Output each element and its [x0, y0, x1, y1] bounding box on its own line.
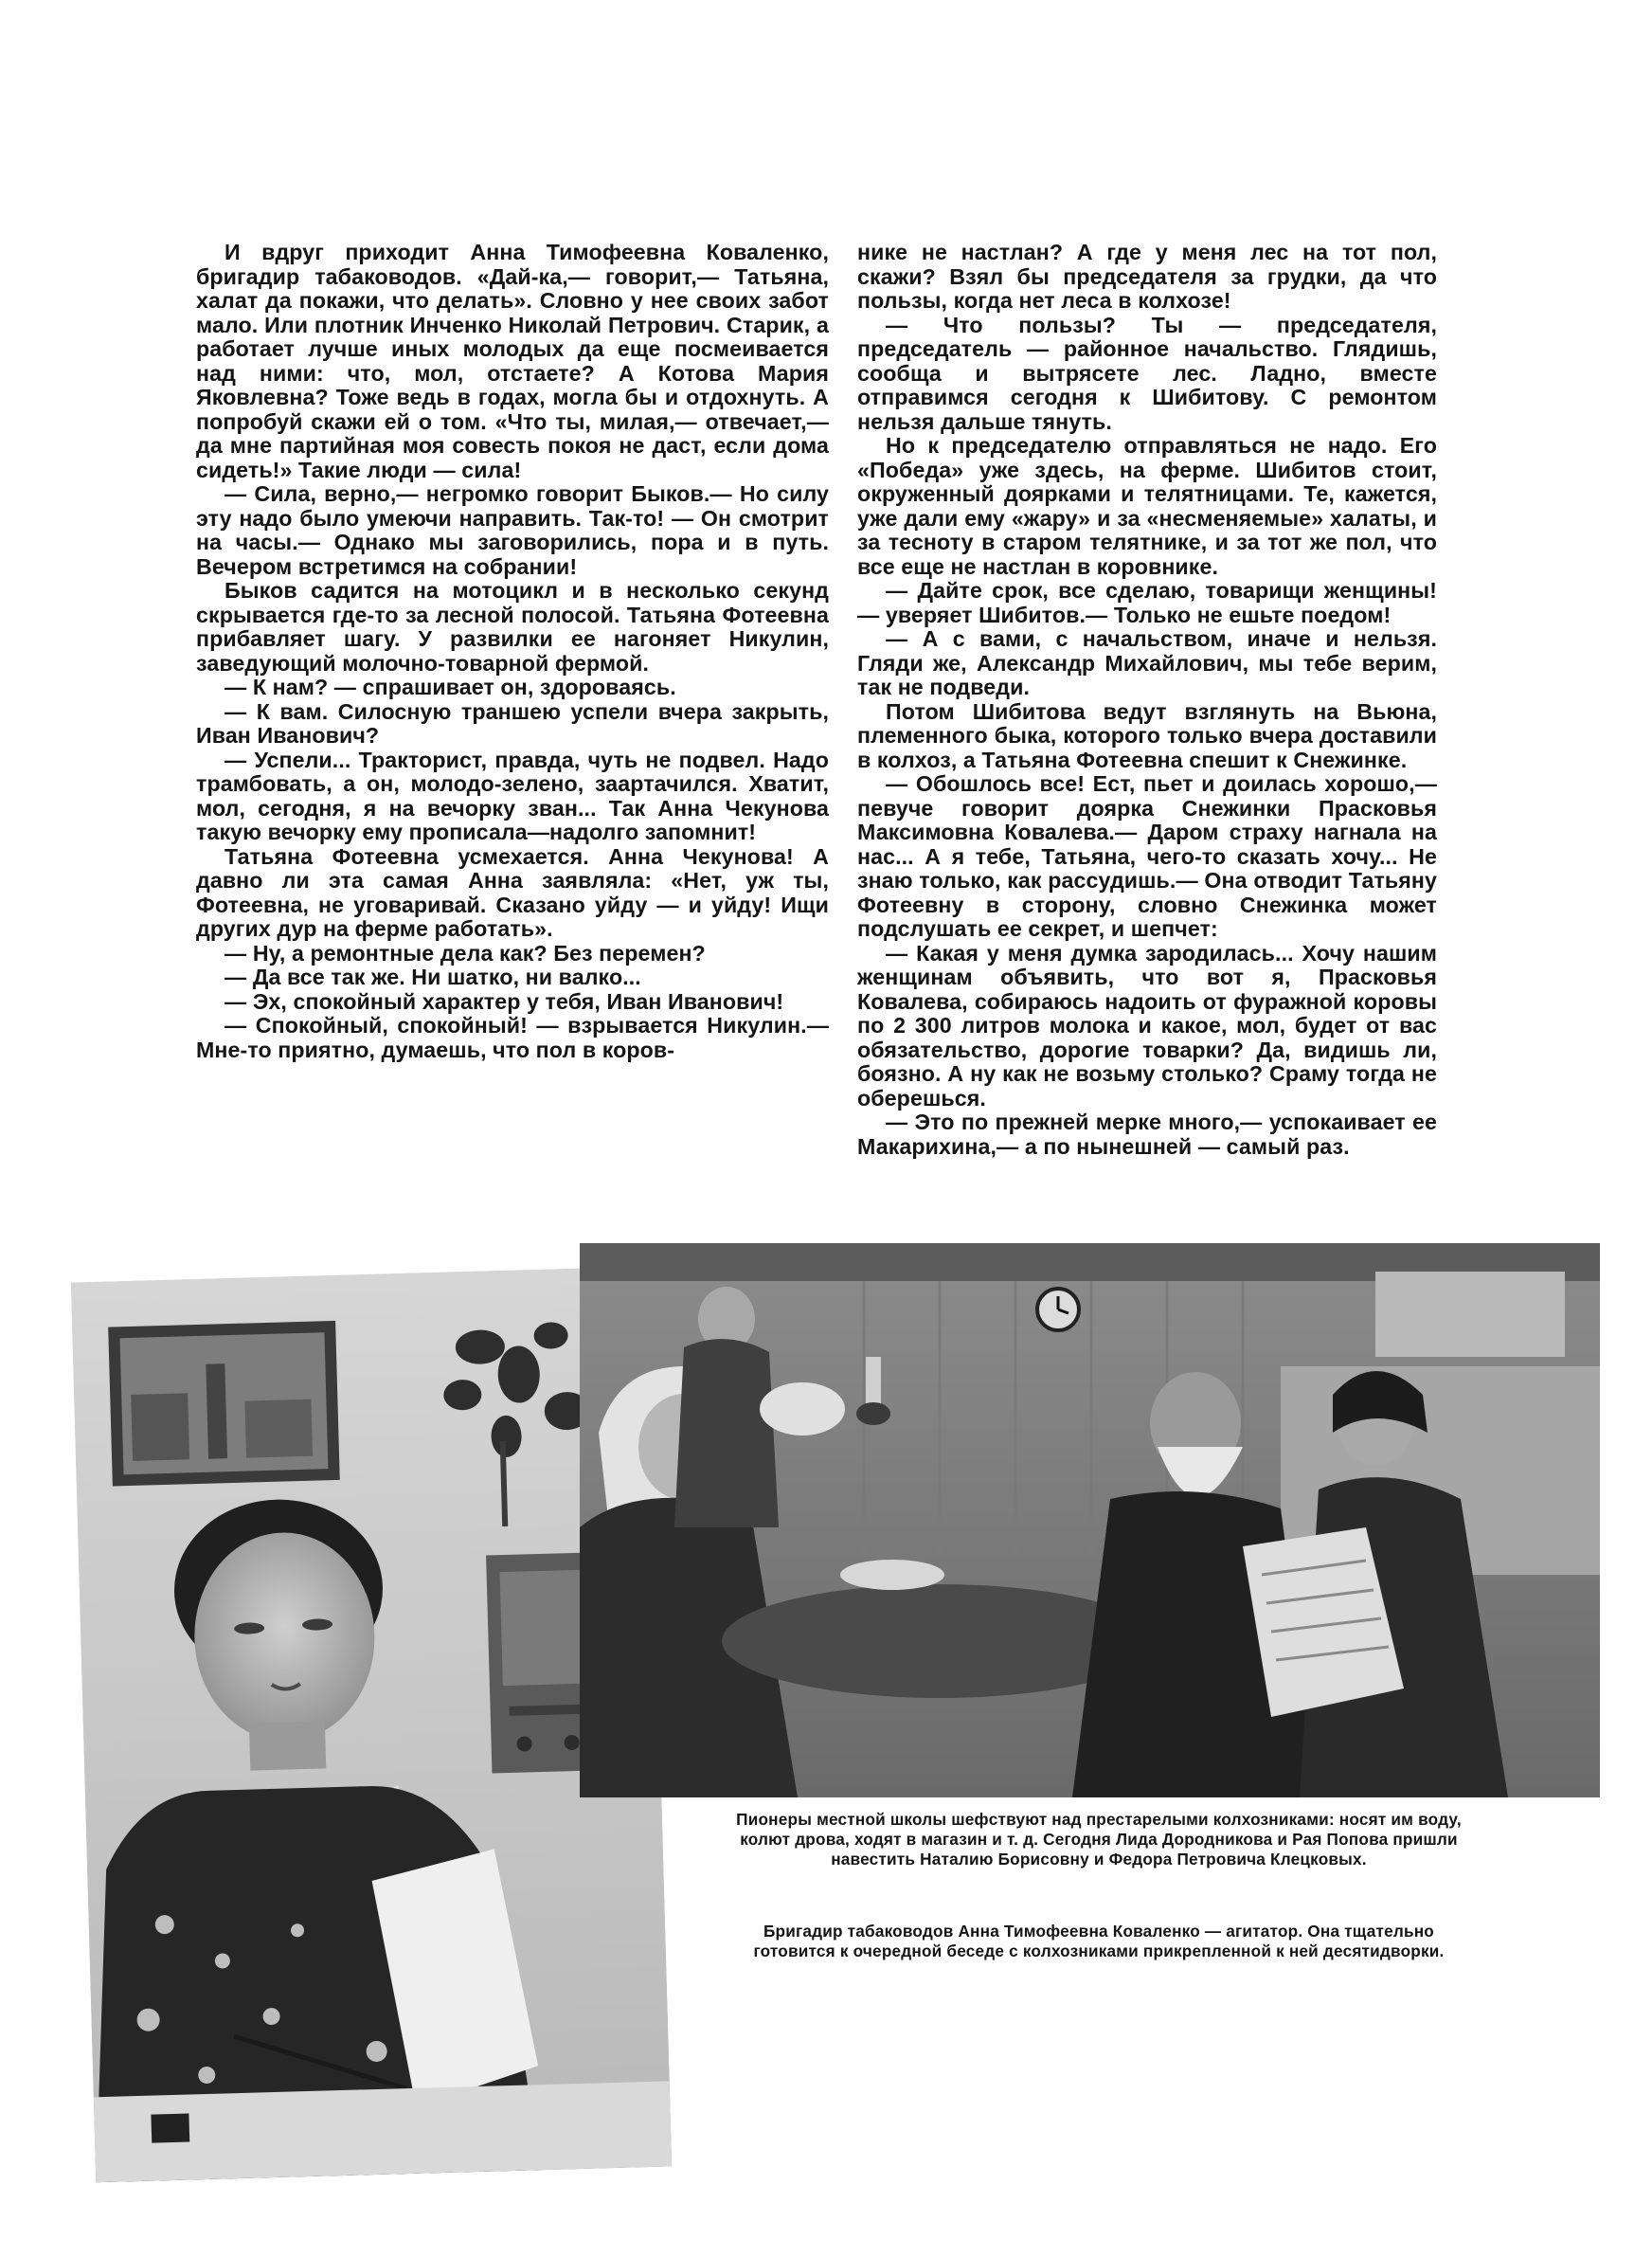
- photo-pioneers-illustration: [580, 1243, 1600, 1797]
- paragraph: — К нам? — спрашивает он, здороваясь.: [224, 675, 676, 699]
- paragraph: — Какая у меня думка зародилась... Хочу нашим женщинам объявить, что вот я, Прасковья Ковалева, собираюсь надоить от фуражной коровы по 2 300 литров молока и какое, мол, будет от вас обязательство, дорогие товарки? Да, видишь ли, боязно. А ну как не возьму столько? Сраму тогда не оберешься.: [857, 940, 1437, 1110]
- paragraph: — Да все так же. Ни шатко, ни валко...: [224, 965, 641, 989]
- paragraph: — К вам. Силосную траншею успели вчера закрыть, Иван Иванович?: [196, 698, 829, 748]
- caption-pioneers: Пионеры местной школы шефствуют над престарелыми колхозниками: носят им воду, колют дрова, ходят в магазин и т. д. Сегодня Лида Дородникова и Рая Попова пришли навестить Наталию Борисовну и Федора Петровича Клецковых.: [736, 1810, 1462, 1869]
- caption-brigadier: Бригадир табаководов Анна Тимофеевна Коваленко — агитатор. Она тщательно готовится к очередной беседе с колхозниками прикрепленной к ней десятидворки.: [753, 1922, 1445, 1960]
- paragraph: — Это по прежней мерке много,— успокаивает ее Макарихина,— а по нынешней — самый раз.: [857, 1110, 1437, 1159]
- paragraph: — А с вами, с начальством, иначе и нельзя. Гляди же, Александр Михайлович, мы тебе верим, так не подведи.: [857, 626, 1437, 699]
- window: [1375, 1272, 1565, 1357]
- paragraph: Потом Шибитова ведут взглянуть на Вьюна, племенного быка, которого только вчера доставили в колхоз, а Татьяна Фотеевна спешит к Снежинке.: [857, 698, 1437, 772]
- article-column-right: [857, 241, 1437, 1159]
- paragraph: — Что пользы? Ты — председателя, председатель — районное начальство. Глядишь, сообща и вытрясете лес. Ладно, вместе отправимся сегодня к Шибитову. С ремонтом нельзя дальше тянуть.: [857, 312, 1437, 434]
- paragraph: И вдруг приходит Анна Тимофеевна Коваленко, бригадир табаководов. «Дай-ка,— говорит,— Татьяна, халат да покажи, что делать». Словно у нее своих забот мало. Или плотник Инченко Николай Петрович. Старик, а работает лучше иных молодых да еще посмеивается над ними: что, мол, отстаете? А Котова Мария Яковлевна? Тоже ведь в годах, могла бы и отдохнуть. А попробуй скажи ей о том. «Что ты, милая,— отвечает,— да мне партийная моя совесть покоя не даст, если дома сидеть!» Такие люди — сила!: [196, 240, 829, 482]
- paragraph: — Эх, спокойный характер у тебя, Иван Иванович!: [224, 988, 784, 1014]
- paragraph: Но к председателю отправляться не надо. Его «Победа» уже здесь, на ферме. Шибитов стоит, окруженный доярками и телятницами. Те, кажется, уже дали ему «жару» и за «несменяемые» халаты, и за тесноту в старом телятнике, и за тот же пол, что все еще не настлан в коровнике.: [857, 433, 1437, 579]
- paragraph: — Спокойный, спокойный! — взрывается Никулин.— Мне-то приятно, думаешь, что пол в коров-: [196, 1013, 829, 1062]
- paragraph: — Обошлось все! Ест, пьет и доилась хорошо,— певуче говорит доярка Снежинки Прасковья Максимовна Ковалева.— Даром страху нагнала на нас... А я тебе, Татьяна, чего-то сказать хочу... Не знаю только, как рассудишь.— Она отводит Татьяну Фотеевну в сторону, словно Снежинка может подслушать ее секрет, и шепчет:: [857, 771, 1437, 941]
- paragraph: Татьяна Фотеевна усмехается. Анна Чекунова! А давно ли эта самая Анна заявляла: «Нет, уж ты, Фотеевна, не уговаривай. Сказано уйду — и уйду! Ищи других дур на ферме работать».: [196, 843, 829, 941]
- inkwell: [151, 2114, 189, 2143]
- paragraph: — Ну, а ремонтные дела как? Без перемен?: [224, 940, 706, 966]
- article-column-left: [196, 241, 829, 1062]
- paragraph: — Успели... Тракторист, правда, чуть не подвел. Надо трамбовать, а он, молодо-зелено, заартачился. Хватит, мол, сегодня, я на вечорку зван... Так Анна Чекунова такую вечорку ему прописала—надолго запомнит!: [196, 747, 829, 844]
- paragraph: нике не настлан? А где у меня лес на тот пол, скажи? Взял бы председателя за грудки, да что пользы, когда нет леса в колхозе!: [857, 240, 1437, 313]
- wall-clock: [1037, 1289, 1079, 1330]
- paragraph: — Дайте срок, все сделаю, товарищи женщины! — уверяет Шибитов.— Только не ешьте поедом!: [857, 578, 1437, 627]
- photo-pioneers-visit: [580, 1243, 1600, 1797]
- wall-painting: [108, 1321, 340, 1487]
- paragraph: — Сила, верно,— негромко говорит Быков.— Но силу эту надо было умеючи направить. Так-то! — Он смотрит на часы.— Однако мы заговорились, пора и в путь. Вечером встретимся на собрании!: [196, 481, 829, 579]
- paragraph: Быков садится на мотоцикл и в несколько секунд скрывается где-то за лесной полосой. Татьяна Фотеевна прибавляет шагу. У развилки ее нагоняет Никулин, заведующий молочно-товарной фермой.: [196, 578, 829, 676]
